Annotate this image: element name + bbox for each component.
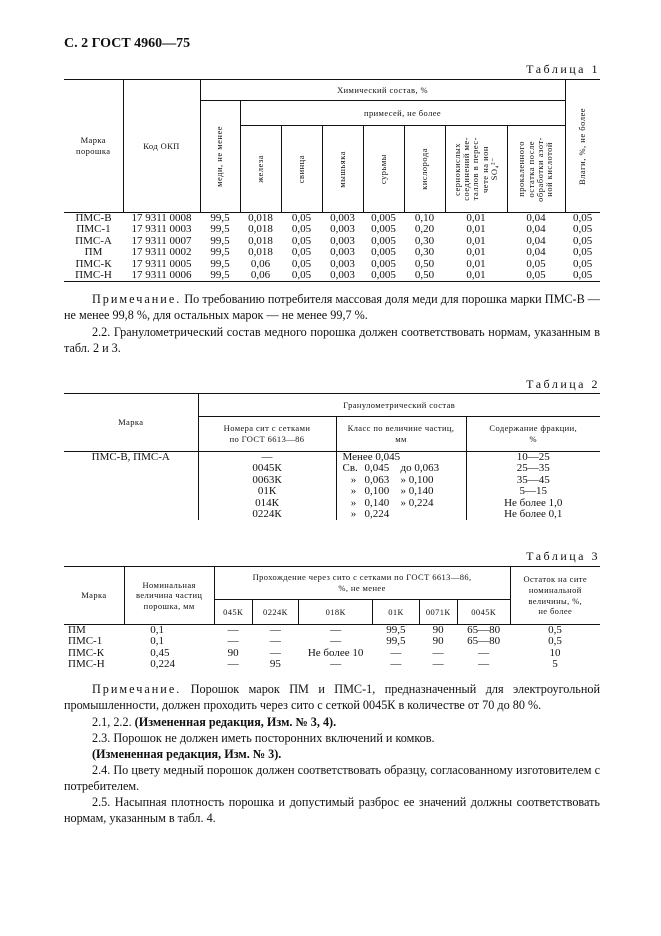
- t2-head-klass: Класс по величине частиц, мм: [336, 417, 466, 452]
- t2-head-gran: Гранулометрический состав: [198, 394, 600, 417]
- t2-head-fr: Содержание фракции, %: [466, 417, 600, 452]
- t3-head-nom: Номинальная величина частиц порошка, мм: [124, 567, 214, 625]
- t2-head-marka: Марка: [64, 394, 198, 452]
- table1-caption: Таблица 1: [526, 62, 600, 76]
- table-row: ПМС-К 0,45 90 — Не более 10 — — — 10: [68, 646, 561, 659]
- table-row: ПМС-Н 0,224 — 95 — — — — 5: [68, 658, 558, 671]
- paragraph-2-3-edit: (Измененная редакция, Изм. № 3).: [92, 747, 282, 761]
- table3-note: Примечание. Порошок марок ПМ и ПМС-1, предназначенный для электроугольной промышленности, должен проходить через сито с сеткой 0045К в количестве от 70 до 80 %.: [64, 682, 600, 712]
- t3-sub-045K: 045К: [214, 600, 252, 625]
- t3-head-ost: Остаток на сите номинальной величины, %, не более: [510, 567, 600, 625]
- t1-head-vlaga: Влаги, %, не более: [565, 80, 600, 213]
- table-row: ПМС-К 17 9311 0005 99,5 0,06 0,05 0,003 0,005 0,50 0,01 0,05 0,05: [75, 257, 593, 270]
- paragraph-2-5: 2.5. Насыпная плотность порошка и допустимый разброс ее значений должны соответствовать нормам, указанным в табл. 4.: [64, 795, 600, 825]
- t2-head-sit: Номера сит с сетками по ГОСТ 6613—86: [198, 417, 336, 452]
- table1-note: Примечание. По требованию потребителя массовая доля меди для порошка марки ПМС-В — не менее 99,8 %, для остальных марок — не менее 99,7 %.: [64, 292, 600, 322]
- table-row: ПМС-Н 17 9311 0006 99,5 0,06 0,05 0,003 0,005 0,50 0,01 0,05 0,05: [64, 270, 600, 282]
- t1-head-ost: прокаленного остатка после обработки азот- ной кислотой: [507, 126, 565, 213]
- paragraph-2-3: 2.3. Порошок не должен иметь посторонних включений и комков.: [92, 731, 435, 745]
- t3-sub-01K: 01К: [373, 600, 420, 625]
- table-row: ПМС-1 17 9311 0003 99,5 0,018 0,05 0,003 0,005 0,20 0,01 0,04 0,05: [76, 223, 593, 236]
- paragraph-2-1-2-2: 2.1, 2.2. (Измененная редакция, Изм. № 3, 4).: [92, 715, 337, 729]
- t3-sub-0071K: 0071К: [419, 600, 457, 625]
- t1-head-chem: Химический состав, %: [200, 80, 565, 101]
- table-row: 014К » 0,140 » 0,224 Не более 1,0: [64, 498, 600, 509]
- t1-head-sb: сурьмы: [363, 126, 404, 213]
- table-row: 0224К » 0,224 Не более 0,1: [64, 509, 600, 520]
- table2-caption: Таблица 2: [526, 377, 600, 391]
- paragraph-2-2: 2.2. Гранулометрический состав медного порошка должен соответствовать нормам, указанным в табл. 2 и 3.: [64, 325, 600, 355]
- t3-head-prox: Прохождение через сито с сетками по ГОСТ 6613—86, %, не менее: [214, 567, 510, 600]
- t1-head-prim: примесей, не более: [240, 101, 565, 126]
- t1-head-o: кислорода: [404, 126, 445, 213]
- table-row: 0045К Св. 0,045 до 0,063 25—35: [64, 463, 600, 474]
- table3: [64, 566, 600, 671]
- table-row: ПМС-А 17 9311 0007 99,5 0,018 0,05 0,003 0,005 0,30 0,01 0,04 0,05: [75, 234, 593, 247]
- paragraph-2-4: 2.4. По цвету медный порошок должен соответствовать образцу, согласованному изготовителем с потребителем.: [64, 763, 600, 793]
- t1-head-kod: Код ОКП: [123, 80, 200, 213]
- t3-head-marka: Марка: [64, 567, 124, 625]
- t1-head-as: мышьяка: [322, 126, 363, 213]
- table-row: ПМС-В, ПМС-А — Менее 0,045 10—25: [64, 452, 600, 464]
- table1: [64, 79, 600, 282]
- table-row: ПМС-1 0,1 — — — 99,5 90 65—80 0,5: [68, 635, 562, 648]
- t1-head-pb: свинца: [281, 126, 322, 213]
- table-row: ПМ 17 9311 0002 99,5 0,018 0,05 0,003 0,005 0,30 0,01 0,04 0,05: [84, 246, 593, 259]
- table2: [64, 393, 600, 520]
- table-row: 0063К » 0,063 » 0,100 35—45: [64, 475, 600, 486]
- page-header: С. 2 ГОСТ 4960—75: [64, 36, 191, 51]
- table-row: ПМС-В 17 9311 0008 99,5 0,018 0,05 0,003 0,005 0,10 0,01 0,04 0,05: [75, 212, 593, 224]
- t1-head-so4: сернокислых соединений ме- таллов в перес- чете на ион SO₄²⁻: [445, 126, 507, 213]
- t3-sub-018K: 018К: [299, 600, 373, 625]
- table-row: 01К » 0,100 » 0,140 5—15: [64, 486, 600, 497]
- table3-caption: Таблица 3: [526, 549, 600, 563]
- t3-sub-0224K: 0224К: [252, 600, 299, 625]
- t3-sub-0045K: 0045К: [457, 600, 510, 625]
- t1-body: [64, 213, 600, 282]
- t1-head-fe: железа: [240, 126, 281, 213]
- t1-head-med: меди, не менее: [200, 101, 240, 213]
- t1-head-marka: Марка порошка: [64, 80, 123, 213]
- table-row: ПМ 0,1 — — — 99,5 90 65—80 0,5: [68, 624, 562, 636]
